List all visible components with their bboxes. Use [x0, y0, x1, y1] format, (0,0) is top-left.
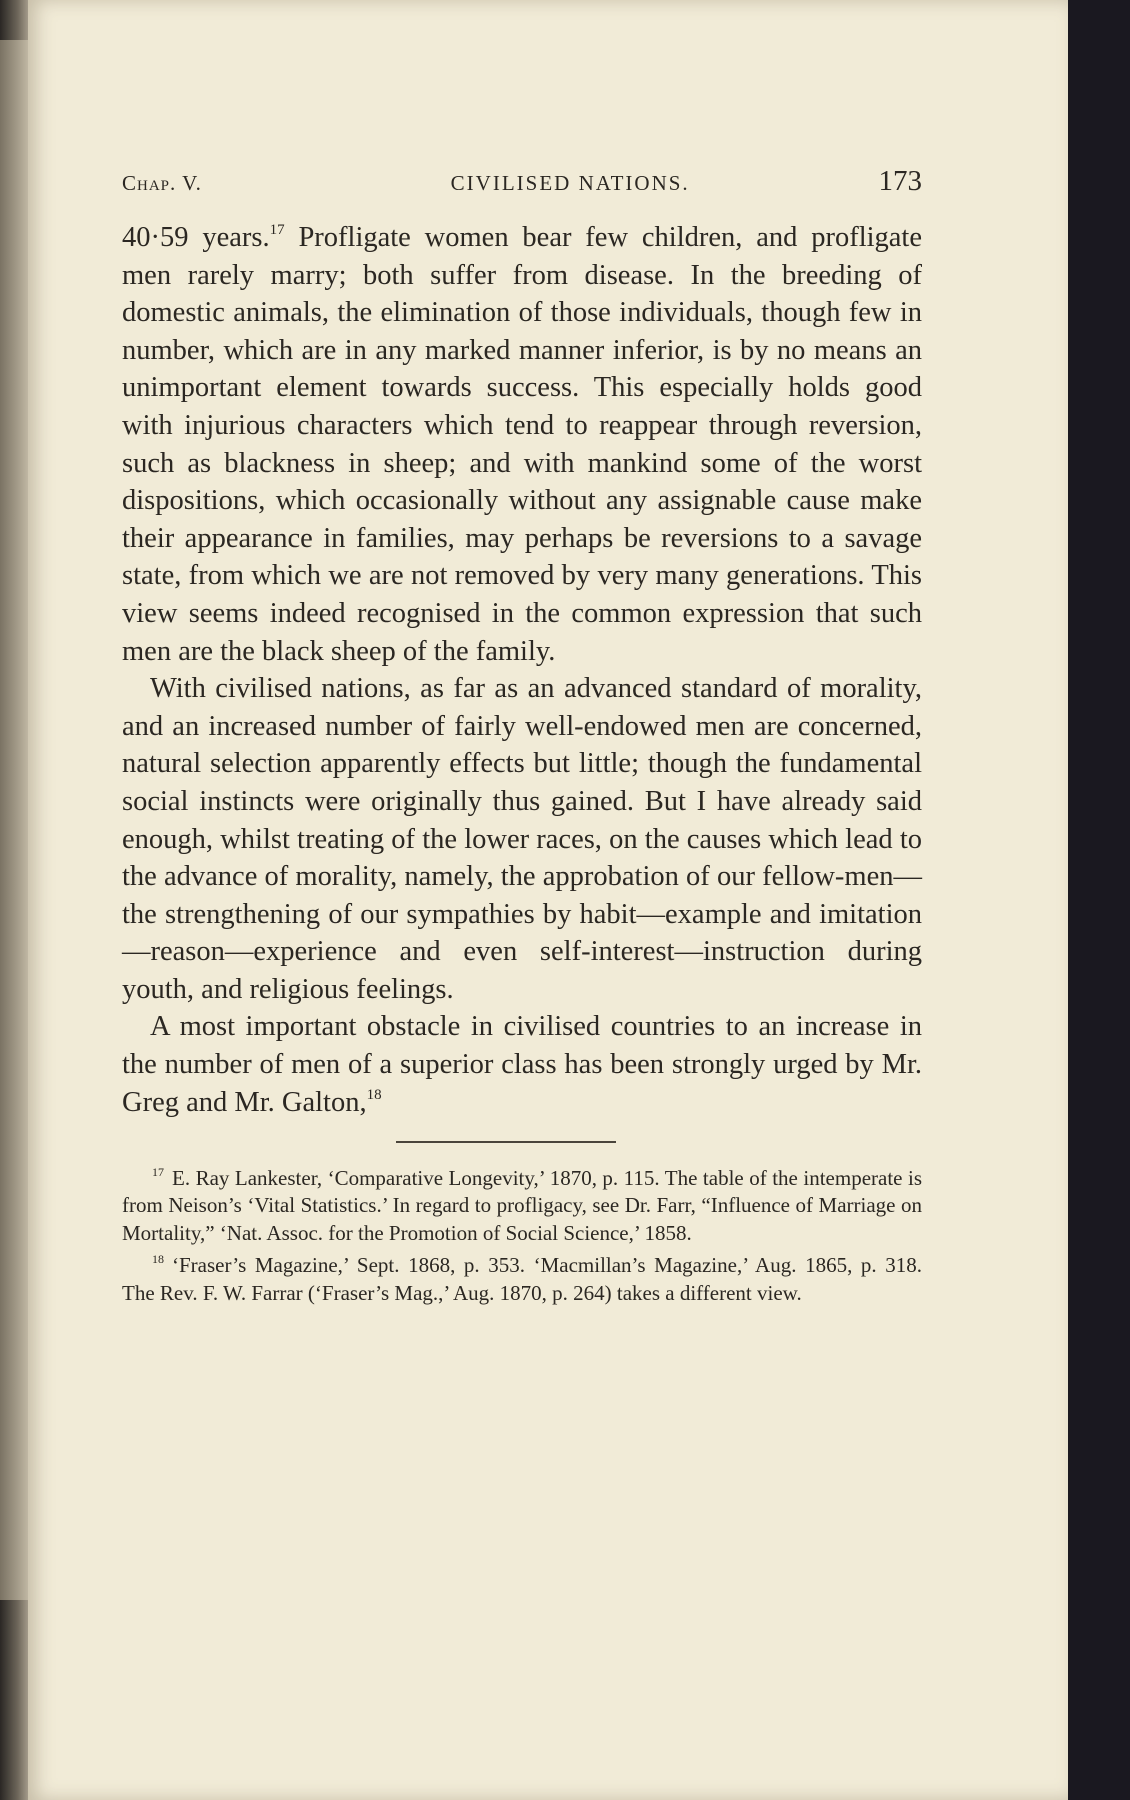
footnote [122, 1165, 922, 1248]
book-page [28, 0, 1068, 1800]
footnote-text: ‘Fraser’s Magazine,’ Sept. 1868, p. 353. ‘Macmillan’s Magazine,’ Aug. 1865, p. 318. The Rev. F. W. Farrar (‘Fraser’s Mag.,’ Aug. 1870, p. 264) takes a different view. [122, 1253, 922, 1305]
footnote-marker: 17 [152, 1164, 164, 1179]
footnote-marker: 18 [152, 1252, 164, 1267]
chapter-title: CIVILISED NATIONS. [450, 171, 690, 195]
paragraph-text: With civilised nations, as far as an advanced standard of morality, and an increased number of fairly well-endowed men are concerned, natural selection apparently effects but little; though the fundamental social instincts were originally thus gained. But I have already said enough, whilst treating of the lower races, on the causes which lead to the advance of morality, namely, the approbation of our fellow-men—the strengthening of our sympathies by habit—example and imitation—reason—experience and even self-interest—instruction during youth, and religious feelings. [122, 673, 922, 1005]
footnotes [122, 1165, 922, 1308]
footnote-ref-17: 17 [269, 222, 285, 238]
paragraph [122, 1008, 922, 1121]
paragraph-text: A most important obstacle in civilised countries to an increase in the number of men of a superior class has been strongly urged by Mr. Greg and Mr. Galton, [122, 1011, 922, 1118]
running-head [122, 165, 922, 205]
paragraph [122, 219, 922, 670]
page-number: 173 [878, 165, 922, 197]
footnote-text: E. Ray Lankester, ‘Comparative Longevity,’ 1870, p. 115. The table of the intemperate is from Neison’s ‘Vital Statistics.’ In regard to profligacy, see Dr. Farr, “Influence of Marriage on Mortality,” ‘Nat. Assoc. for the Promotion of Social Science,’ 1858. [122, 1165, 922, 1245]
paragraph-text: 40·59 years. [122, 222, 270, 253]
chapter-label: Chap. V. [122, 171, 202, 195]
footnote-ref-18: 18 [366, 1086, 382, 1103]
footnote-divider [396, 1141, 616, 1143]
body-text [122, 219, 922, 1121]
page-content [122, 165, 922, 1307]
paragraph [122, 670, 922, 1008]
footnote [122, 1252, 922, 1307]
paragraph-text: Profligate women bear few children, and profligate men rarely marry; both suffer from disease. In the breeding of domestic animals, the elimination of those individuals, though few in number, which are in any marked manner inferior, is by no means an unimportant element towards success. This especially holds good with injurious characters which tend to reappear through reversion, such as blackness in sheep; and with mankind some of the worst dispositions, which occasionally without any assignable cause make their appearance in families, may perhaps be reversions to a savage state, from which we are not removed by very many generations. This view seems indeed recognised in the common expression that such men are the black sheep of the family. [122, 222, 922, 667]
